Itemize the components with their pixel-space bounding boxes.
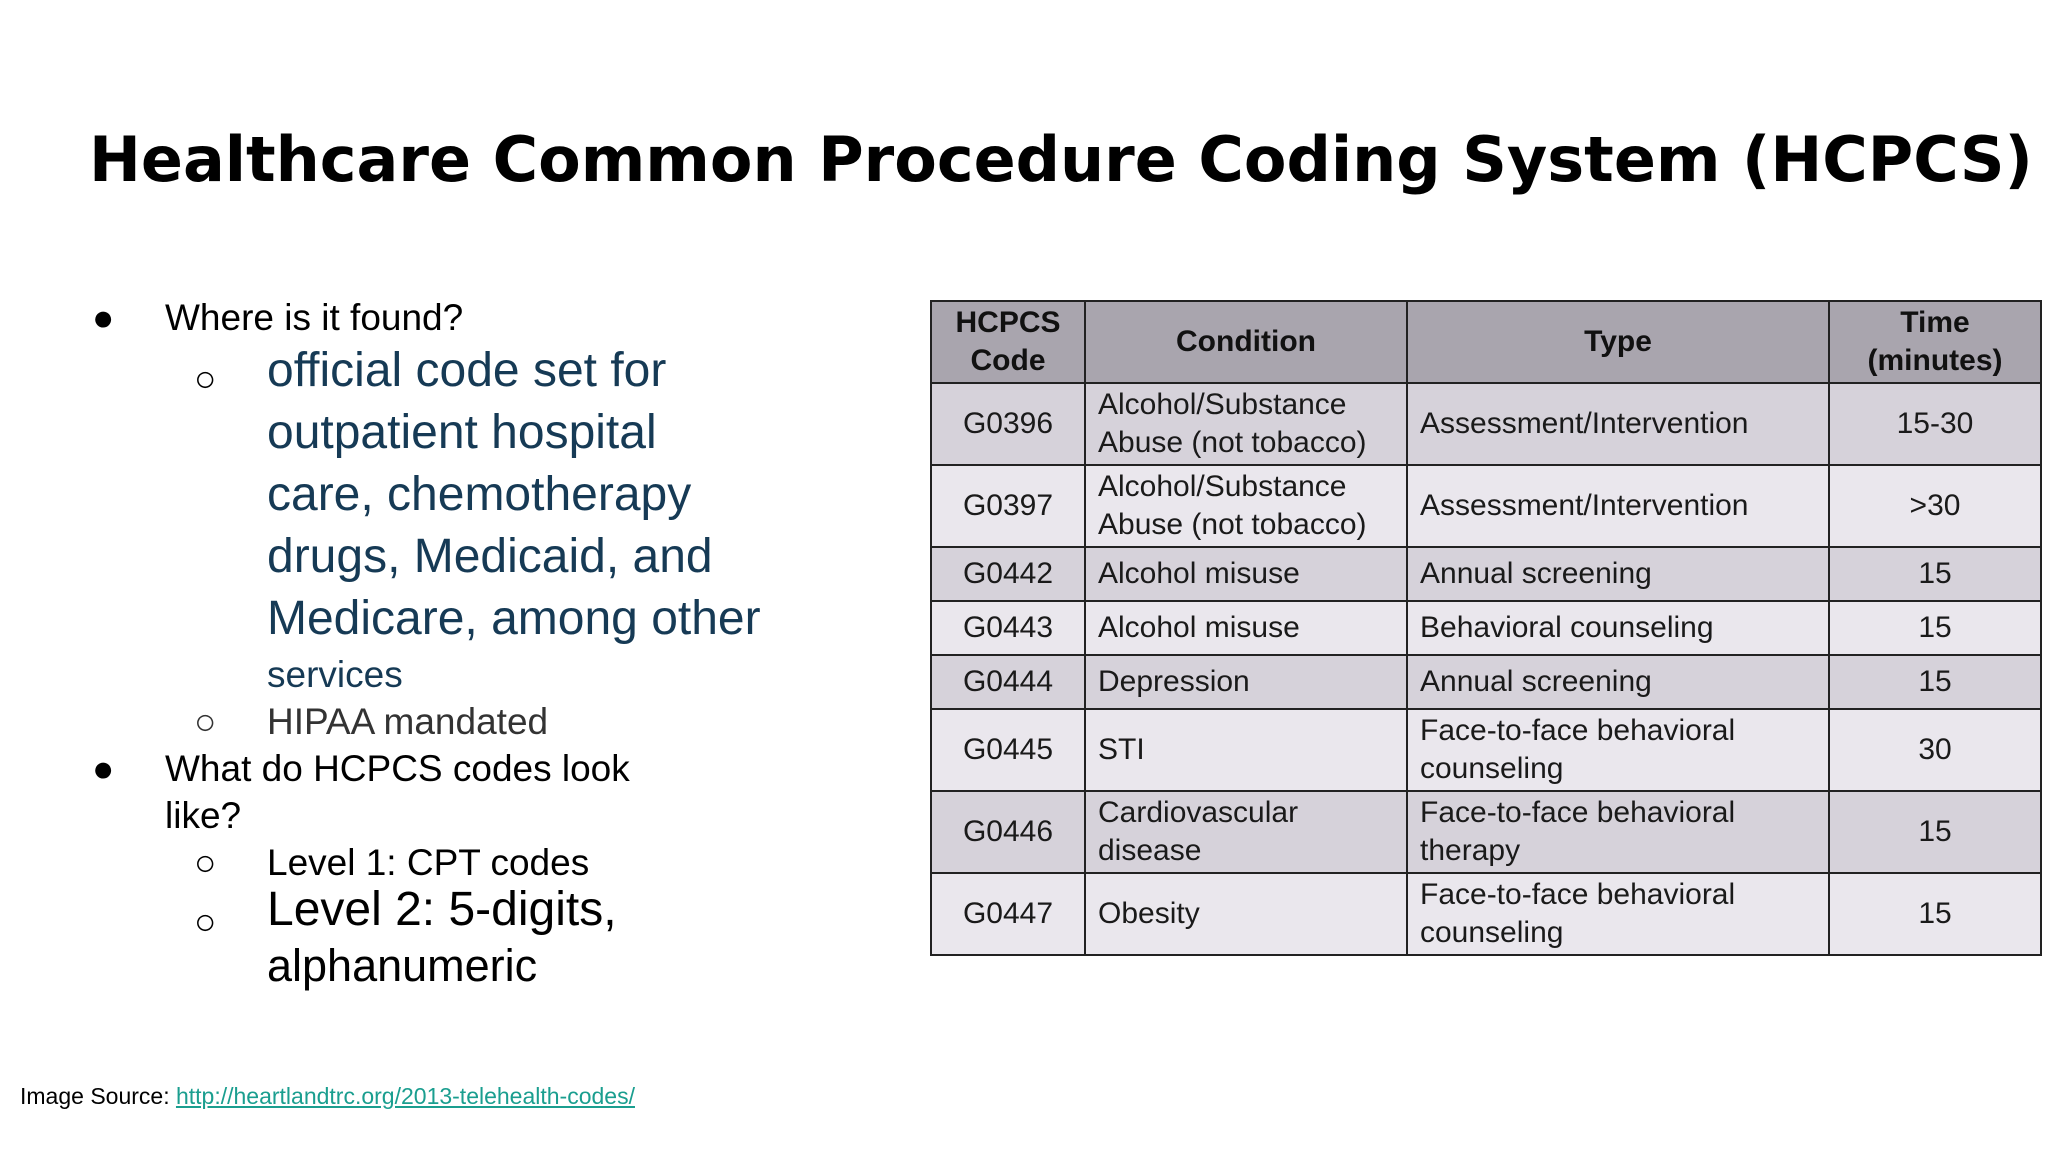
header-time-line-2: (minutes) (1867, 344, 2003, 377)
table-row (931, 601, 2041, 655)
sub-bullet-level-1: Level 1: CPT codes (267, 842, 590, 883)
cell-type-line: Face-to-face behavioral (1420, 714, 1736, 747)
header-type: Type (1407, 301, 1829, 383)
table-row (931, 465, 2041, 547)
cell-code: G0447 (931, 873, 1085, 955)
cell-type (1407, 547, 1829, 601)
header-time-line-1: Time (1900, 306, 1970, 339)
header-code-line-2: Code (970, 344, 1046, 377)
cell-type (1407, 655, 1829, 709)
cell-time: 15 (1829, 655, 2041, 709)
cell-condition-line: Alcohol misuse (1098, 557, 1300, 590)
cell-type-line: Face-to-face behavioral (1420, 878, 1736, 911)
table-row (931, 873, 2041, 955)
image-source-link[interactable]: http://heartlandtrc.org/2013-telehealth-codes/ (175, 1083, 635, 1109)
cell-time: 15 (1829, 873, 2041, 955)
bullet-where-found: Where is it found? (165, 297, 464, 338)
cell-code: G0443 (931, 601, 1085, 655)
cell-condition (1085, 655, 1407, 709)
table-row (931, 547, 2041, 601)
image-source-caption (20, 1081, 635, 1111)
table-row (931, 383, 2041, 465)
hcpcs-table-image (930, 300, 2040, 956)
bullet-codes-look-line-1: What do HCPCS codes look (165, 748, 630, 789)
header-time (1829, 301, 2041, 383)
cell-condition-line: Alcohol misuse (1098, 611, 1300, 644)
cell-type-line: therapy (1420, 834, 1521, 867)
cell-type (1407, 465, 1829, 547)
cell-condition-line: Cardiovascular (1098, 796, 1299, 829)
cell-type (1407, 709, 1829, 791)
cell-type-line: Face-to-face behavioral (1420, 796, 1736, 829)
cell-type-line: Assessment/Intervention (1420, 407, 1749, 440)
cell-code: G0445 (931, 709, 1085, 791)
cell-condition-line: Abuse (not tobacco) (1098, 508, 1367, 541)
table-body (931, 383, 2041, 955)
cell-condition-line: Depression (1098, 665, 1250, 698)
bullet-filled-icon: ● (92, 748, 115, 789)
cell-type (1407, 601, 1829, 655)
sub-bullet-official-line-4: drugs, Medicaid, and (267, 530, 713, 583)
cell-time: 15-30 (1829, 383, 2041, 465)
cell-time: 15 (1829, 601, 2041, 655)
cell-condition (1085, 709, 1407, 791)
cell-code: G0397 (931, 465, 1085, 547)
cell-condition (1085, 601, 1407, 655)
sub-bullet-official-line-3: care, chemotherapy (267, 468, 692, 521)
cell-condition (1085, 383, 1407, 465)
bullet-hollow-icon: ○ (194, 901, 217, 942)
cell-condition-line: Abuse (not tobacco) (1098, 426, 1367, 459)
cell-type (1407, 383, 1829, 465)
cell-type (1407, 791, 1829, 873)
cell-condition (1085, 791, 1407, 873)
table-header-row (931, 301, 2041, 383)
image-source-label: Image Source: (20, 1083, 176, 1109)
cell-condition-line: disease (1098, 834, 1202, 867)
header-condition: Condition (1085, 301, 1407, 383)
bullet-hollow-icon: ○ (194, 358, 217, 399)
cell-condition-line: Obesity (1098, 897, 1200, 930)
sub-bullet-official-line-5: Medicare, among other (267, 592, 761, 645)
cell-time: 15 (1829, 547, 2041, 601)
sub-bullet-level-2-line-1: Level 2: 5-digits, (267, 883, 617, 936)
header-code-line-1: HCPCS (955, 306, 1061, 339)
cell-time: 30 (1829, 709, 2041, 791)
table-row (931, 709, 2041, 791)
sub-bullet-hipaa: HIPAA mandated (267, 701, 549, 742)
table-row (931, 791, 2041, 873)
cell-type-line: Behavioral counseling (1420, 611, 1714, 644)
bullet-hollow-icon: ○ (194, 701, 217, 742)
bullet-hollow-icon: ○ (194, 842, 217, 883)
cell-condition (1085, 547, 1407, 601)
cell-type-line: counseling (1420, 916, 1564, 949)
cell-condition-line: STI (1098, 733, 1145, 766)
cell-code: G0442 (931, 547, 1085, 601)
bullet-filled-icon: ● (92, 297, 115, 338)
bullet-list (0, 0, 900, 1000)
cell-code: G0396 (931, 383, 1085, 465)
sub-bullet-official-tail: services (267, 654, 403, 695)
cell-type-line: Assessment/Intervention (1420, 489, 1749, 522)
sub-bullet-official-line-2: outpatient hospital (267, 406, 657, 459)
table-row (931, 655, 2041, 709)
cell-type-line: Annual screening (1420, 665, 1652, 698)
cell-code: G0444 (931, 655, 1085, 709)
cell-condition (1085, 465, 1407, 547)
sub-bullet-level-2-line-2: alphanumeric (267, 940, 538, 991)
cell-condition (1085, 873, 1407, 955)
bullet-codes-look-line-2: like? (165, 795, 242, 836)
slide-title: Healthcare Common Procedure Coding System (HCPCS) (89, 123, 2033, 196)
cell-time: 15 (1829, 791, 2041, 873)
header-hcpcs-code (931, 301, 1085, 383)
cell-type-line: Annual screening (1420, 557, 1652, 590)
sub-bullet-official-line-1: official code set for (267, 344, 667, 397)
cell-time: >30 (1829, 465, 2041, 547)
cell-condition-line: Alcohol/Substance (1098, 470, 1347, 503)
cell-type-line: counseling (1420, 752, 1564, 785)
cell-condition-line: Alcohol/Substance (1098, 388, 1347, 421)
cell-code: G0446 (931, 791, 1085, 873)
hcpcs-table (930, 300, 2042, 956)
cell-type (1407, 873, 1829, 955)
